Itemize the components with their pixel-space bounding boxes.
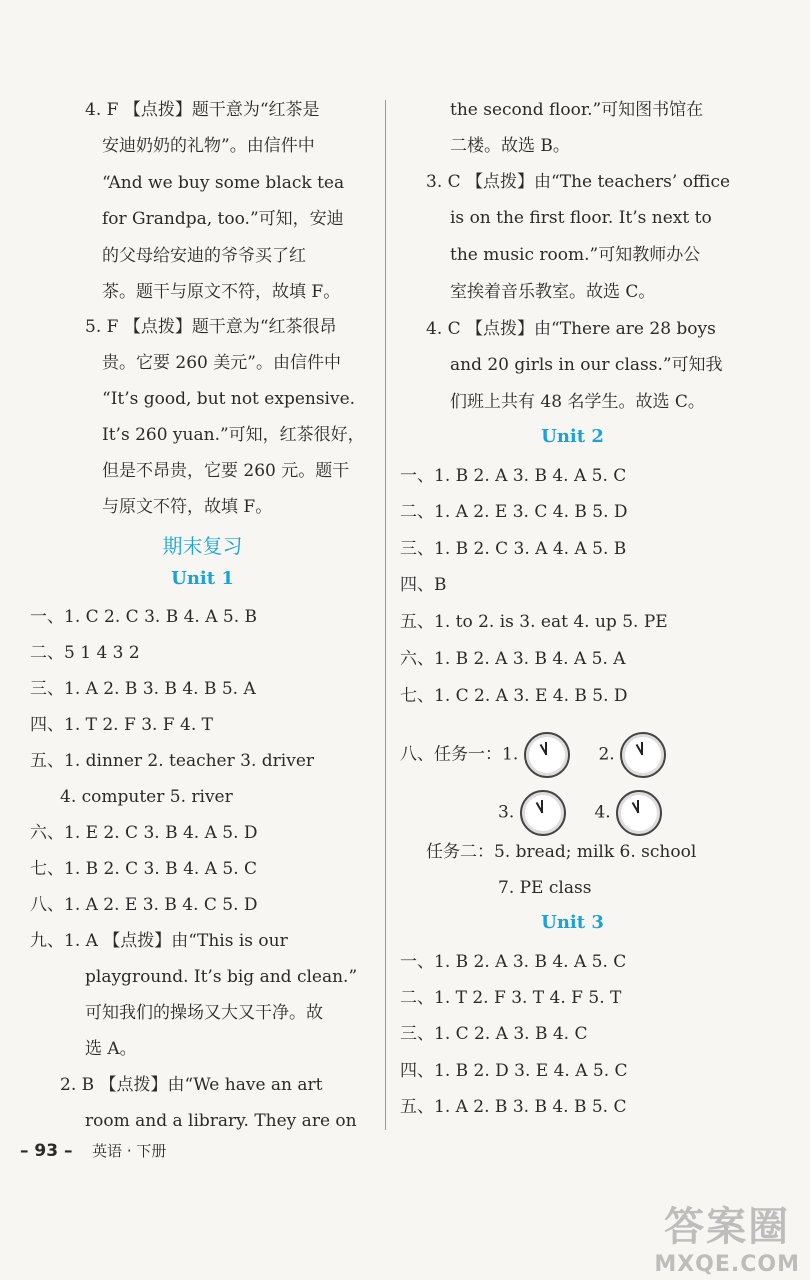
unit-title: Unit 2 bbox=[541, 426, 604, 447]
task1-row-2 bbox=[498, 790, 662, 836]
answer-line: 贵。它要 260 美元”。由信件中 bbox=[102, 353, 341, 373]
answer-line: the music room.”可知教师办公 bbox=[450, 245, 701, 265]
answer-row: 四、1. B 2. D 3. E 4. A 5. C bbox=[400, 1061, 628, 1081]
answer-line: 的父母给安迪的爷爷买了红 bbox=[102, 246, 306, 266]
answer-line: It’s 260 yuan.”可知，红茶很好， bbox=[102, 425, 365, 445]
page-footer bbox=[20, 1140, 166, 1161]
answer-line: 4. C 【点拨】由“There are 28 boys bbox=[426, 319, 716, 339]
clock-icon bbox=[620, 732, 666, 778]
unit-title: Unit 3 bbox=[541, 912, 604, 933]
answer-line: for Grandpa, too.”可知，安迪 bbox=[102, 209, 344, 229]
answer-row: 一、1. B 2. A 3. B 4. A 5. C bbox=[400, 952, 627, 972]
clock-icon bbox=[616, 790, 662, 836]
answer-line: 2. B 【点拨】由“We have an art bbox=[60, 1075, 323, 1095]
answer-line: room and a library. They are on bbox=[85, 1111, 357, 1131]
clock-icon bbox=[520, 790, 566, 836]
task2-line: 7. PE class bbox=[498, 878, 592, 898]
answer-row: 五、1. A 2. B 3. B 4. B 5. C bbox=[400, 1097, 627, 1117]
task1-label: 八、任务一：1. bbox=[400, 744, 519, 765]
answer-line: 茶。题干与原文不符，故填 F。 bbox=[102, 282, 341, 302]
watermark-text: 答案圈 bbox=[664, 1204, 791, 1250]
watermark-logo bbox=[654, 1195, 800, 1277]
answer-row: 一、1. C 2. C 3. B 4. A 5. B bbox=[30, 607, 258, 627]
column-divider bbox=[385, 100, 386, 1130]
answer-line: 九、1. A 【点拨】由“This is our bbox=[30, 931, 288, 951]
answer-row: 二、5 1 4 3 2 bbox=[30, 643, 140, 663]
answer-row: 二、1. A 2. E 3. C 4. B 5. D bbox=[400, 502, 628, 522]
page-number: – 93 – bbox=[20, 1141, 73, 1161]
answer-line: 但是不昂贵，它要 260 元。题干 bbox=[102, 461, 350, 481]
answer-line: 3. C 【点拨】由“The teachers’ office bbox=[426, 172, 731, 192]
answer-line: the second floor.”可知图书馆在 bbox=[450, 100, 704, 120]
answer-line: “And we buy some black tea bbox=[102, 173, 345, 193]
answer-line: 5. F 【点拨】题干意为“红茶很昂 bbox=[85, 317, 337, 337]
answer-line: and 20 girls in our class.”可知我 bbox=[450, 355, 723, 375]
answer-line: 4. F 【点拨】题干意为“红茶是 bbox=[85, 100, 320, 120]
answer-line: 们班上共有 48 名学生。故选 C。 bbox=[450, 392, 705, 412]
answer-row: 三、1. C 2. A 3. B 4. C bbox=[400, 1024, 588, 1044]
answer-line: 选 A。 bbox=[85, 1039, 137, 1059]
subject-label: 英语 · 下册 bbox=[92, 1142, 167, 1160]
clock-label: 3. bbox=[498, 802, 515, 823]
clock-label: 4. bbox=[594, 802, 611, 823]
answer-line: 与原文不符，故填 F。 bbox=[102, 497, 273, 517]
watermark-url: MXQE.COM bbox=[654, 1252, 800, 1277]
answer-row: 八、1. A 2. E 3. B 4. C 5. D bbox=[30, 895, 258, 915]
clock-label: 2. bbox=[598, 744, 615, 765]
answer-row: 四、B bbox=[400, 575, 447, 595]
task1-row bbox=[400, 732, 666, 778]
answer-row: 二、1. T 2. F 3. T 4. F 5. T bbox=[400, 988, 622, 1008]
answer-row: 五、1. to 2. is 3. eat 4. up 5. PE bbox=[400, 612, 668, 632]
answer-line: is on the first floor. It’s next to bbox=[450, 208, 712, 228]
answer-line: playground. It’s big and clean.” bbox=[85, 967, 358, 987]
answer-line: “It’s good, but not expensive. bbox=[102, 389, 356, 409]
unit-title: Unit 1 bbox=[171, 568, 234, 589]
clock-icon bbox=[524, 732, 570, 778]
answer-row: 4. computer 5. river bbox=[60, 787, 233, 807]
answer-line: 安迪奶奶的礼物”。由信件中 bbox=[102, 136, 315, 156]
answer-row: 三、1. A 2. B 3. B 4. B 5. A bbox=[30, 679, 256, 699]
task2-line: 任务二：5. bread; milk 6. school bbox=[426, 842, 697, 862]
answer-row: 六、1. E 2. C 3. B 4. A 5. D bbox=[30, 823, 258, 843]
answer-line: 室挨着音乐教室。故选 C。 bbox=[450, 282, 656, 302]
section-title: 期末复习 bbox=[162, 534, 243, 558]
answer-row: 五、1. dinner 2. teacher 3. driver bbox=[30, 751, 315, 771]
answer-row: 三、1. B 2. C 3. A 4. A 5. B bbox=[400, 539, 627, 559]
answer-row: 一、1. B 2. A 3. B 4. A 5. C bbox=[400, 466, 627, 486]
answer-row: 六、1. B 2. A 3. B 4. A 5. A bbox=[400, 649, 626, 669]
answer-line: 二楼。故选 B。 bbox=[450, 136, 570, 156]
answer-row: 四、1. T 2. F 3. F 4. T bbox=[30, 715, 213, 735]
answer-row: 七、1. C 2. A 3. E 4. B 5. D bbox=[400, 686, 628, 706]
answer-line: 可知我们的操场又大又干净。故 bbox=[85, 1003, 323, 1023]
answer-row: 七、1. B 2. C 3. B 4. A 5. C bbox=[30, 859, 258, 879]
